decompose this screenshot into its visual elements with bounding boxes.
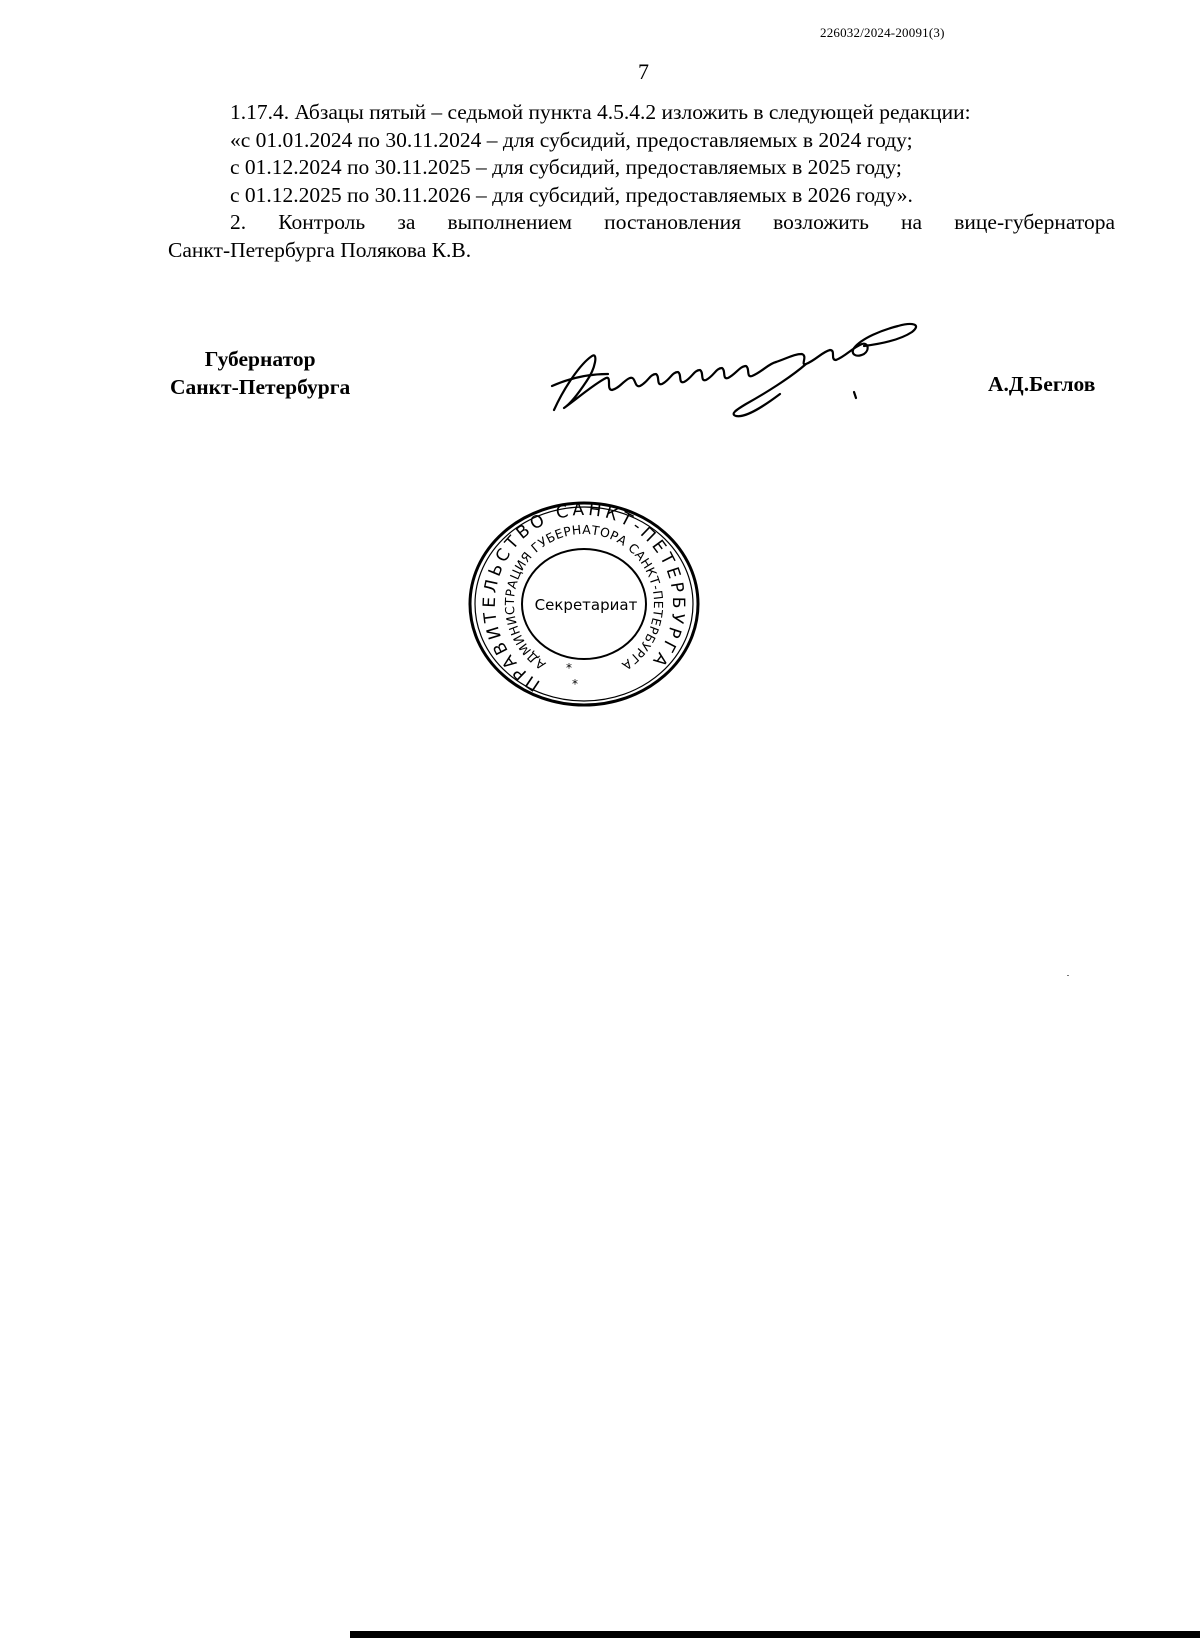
- seal-center-text: Секретариат: [534, 596, 638, 614]
- paragraph-date-range-2026: с 01.12.2025 по 30.11.2026 – для субсидий, предоставляемых в 2026 году».: [230, 182, 913, 207]
- paragraph-control-clause: [168, 209, 1115, 264]
- paragraph-control-clause-line2: Санкт-Петербурга Полякова К.В.: [168, 237, 472, 262]
- paragraph-date-range-2025: с 01.12.2024 по 30.11.2025 – для субсидий, предоставляемых в 2025 году;: [230, 155, 902, 179]
- seal-inner-text: АДМИНИСТРАЦИЯ ГУБЕРНАТОРА САНКТ-ПЕТЕРБУРГА: [501, 521, 667, 674]
- paragraph-1-17-4: 1.17.4. Абзацы пятый – седьмой пункта 4.5.4.2 изложить в следующей редакции:: [230, 100, 971, 124]
- signatory-title: [170, 345, 350, 401]
- scan-bottom-edge-line: [350, 1631, 1200, 1638]
- paragraph-control-clause-line1: 2. Контроль за выполнением постановления возложить на вице-губернатора: [230, 210, 1115, 234]
- seal-star-ornament: *: [572, 677, 578, 691]
- official-seal-stamp: [464, 496, 704, 711]
- page-number: 7: [638, 59, 649, 84]
- signatory-title-line1: Губернатор: [204, 347, 316, 371]
- seal-outer-text: ПРАВИТЕЛЬСТВО САНКТ-ПЕТЕРБУРГА: [479, 499, 689, 695]
- document-registration-number: 226032/2024-20091(3): [820, 25, 945, 40]
- signatory-title-line2: Санкт-Петербурга: [170, 375, 351, 399]
- seal-star-ornament: *: [566, 661, 572, 675]
- scan-speck: [1067, 975, 1069, 976]
- document-body: [168, 99, 1115, 264]
- signatory-name: А.Д.Беглов: [988, 372, 1096, 396]
- handwritten-signature: [550, 318, 970, 428]
- paragraph-date-range-2024: «с 01.01.2024 по 30.11.2024 – для субсидий, предоставляемых в 2024 году;: [230, 127, 913, 152]
